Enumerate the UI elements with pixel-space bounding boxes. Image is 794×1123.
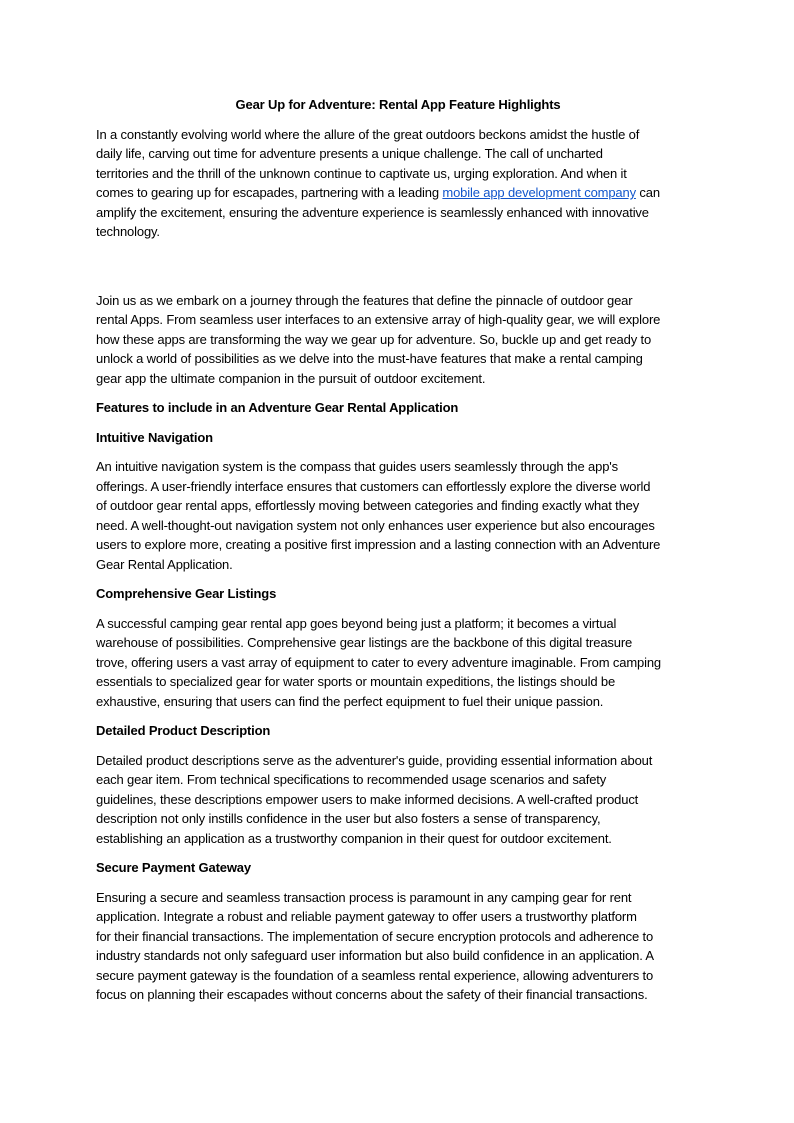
text-segment: can <box>635 185 660 200</box>
blank-space <box>96 252 700 291</box>
text-line: essentials to specialized gear for water sports or mountain expeditions, the listings should be <box>96 674 616 689</box>
text-line: guidelines, these descriptions empower users to make informed decisions. A well-crafted product <box>96 791 639 807</box>
text-line: technology. <box>96 224 160 239</box>
text-line: focus on planning their escapades without concerns about the safety of their financial transactions. <box>96 987 648 1002</box>
section-paragraph <box>96 614 700 712</box>
text-line: each gear item. From technical specifications to recommended usage scenarios and safety <box>96 772 607 787</box>
text-line: users to explore more, creating a positive first impression and a lasting connection with an Adventure <box>96 537 661 552</box>
text-line: A successful camping gear rental app goes beyond being just a platform; it becomes a virtual <box>96 615 617 631</box>
text-line: trove, offering users a vast array of equipment to cater to every adventure imaginable. From camping <box>96 654 661 670</box>
document-title: Gear Up for Adventure: Rental App Feature Highlights <box>235 97 561 112</box>
text-line: Gear Rental Application. <box>96 556 233 572</box>
text-line: An intuitive navigation system is the compass that guides users seamlessly through the app's <box>96 459 618 474</box>
feature-section <box>96 858 700 1005</box>
section-paragraph <box>96 888 700 1005</box>
text-line: daily life, carving out time for adventure presents a unique challenge. The call of uncharted <box>96 146 603 161</box>
text-line: territories and the thrill of the unknown continue to captivate us, urging exploration. And when it <box>96 165 627 181</box>
text-line: application. Integrate a robust and reliable payment gateway to offer users a trustworthy platform <box>96 909 637 924</box>
text-line: rental Apps. From seamless user interfaces to an extensive array of high-quality gear, we will explore <box>96 312 661 327</box>
text-line <box>96 183 700 203</box>
section-paragraph <box>96 751 700 849</box>
text-line: secure payment gateway is the foundation of a seamless rental experience, allowing adventurers to <box>96 967 654 983</box>
text-line: industry standards not only safeguard user information but also build confidence in an application. A <box>96 948 654 963</box>
features-heading: Features to include in an Adventure Gear Rental Application <box>96 400 459 415</box>
feature-section <box>96 428 700 575</box>
text-line: warehouse of possibilities. Comprehensive gear listings are the backbone of this digital treasure <box>96 635 633 650</box>
section-heading: Intuitive Navigation <box>96 429 213 445</box>
text-line: Ensuring a secure and seamless transaction process is paramount in any camping gear for rent <box>96 889 632 905</box>
feature-sections <box>96 428 700 1005</box>
text-segment: comes to gearing up for escapades, partnering with a leading <box>96 185 443 200</box>
document-page <box>96 95 700 1015</box>
text-line: description not only instills confidence in the user but also fosters a sense of transparency, <box>96 811 601 826</box>
mobile-app-development-link[interactable]: mobile app development company <box>442 185 636 200</box>
section-heading: Comprehensive Gear Listings <box>96 586 277 601</box>
feature-section <box>96 584 700 711</box>
section-heading: Detailed Product Description <box>96 723 271 738</box>
text-line: amplify the excitement, ensuring the adventure experience is seamlessly enhanced with innovative <box>96 204 649 220</box>
text-line: need. A well-thought-out navigation system not only enhances user experience but also encourages <box>96 517 655 533</box>
text-line: exhaustive, ensuring that users can find the perfect equipment to fuel their unique passion. <box>96 693 604 709</box>
text-line: of outdoor gear rental apps, effortlessly moving between categories and finding exactly what they <box>96 498 640 513</box>
text-line: how these apps are transforming the way we gear up for adventure. So, buckle up and get ready to <box>96 331 652 347</box>
paragraph-2 <box>96 291 700 389</box>
feature-section <box>96 721 700 848</box>
section-paragraph <box>96 457 700 574</box>
text-line: In a constantly evolving world where the allure of the great outdoors beckons amidst the hustle of <box>96 126 640 142</box>
intro-paragraph <box>96 125 700 242</box>
text-line: unlock a world of possibilities as we delve into the must-have features that make a rental camping <box>96 351 643 366</box>
text-line: Detailed product descriptions serve as the adventurer's guide, providing essential information about <box>96 752 653 768</box>
text-line: for their financial transactions. The implementation of secure encryption protocols and adherence to <box>96 928 654 944</box>
text-line: establishing an application as a trustworthy companion in their quest for outdoor excitement. <box>96 830 612 846</box>
text-line: offerings. A user-friendly interface ensures that customers can effortlessly explore the diverse world <box>96 478 651 494</box>
text-line: Join us as we embark on a journey through the features that define the pinnacle of outdoor gear <box>96 292 633 308</box>
section-heading: Secure Payment Gateway <box>96 860 251 875</box>
text-line: gear app the ultimate companion in the pursuit of outdoor excitement. <box>96 370 486 386</box>
